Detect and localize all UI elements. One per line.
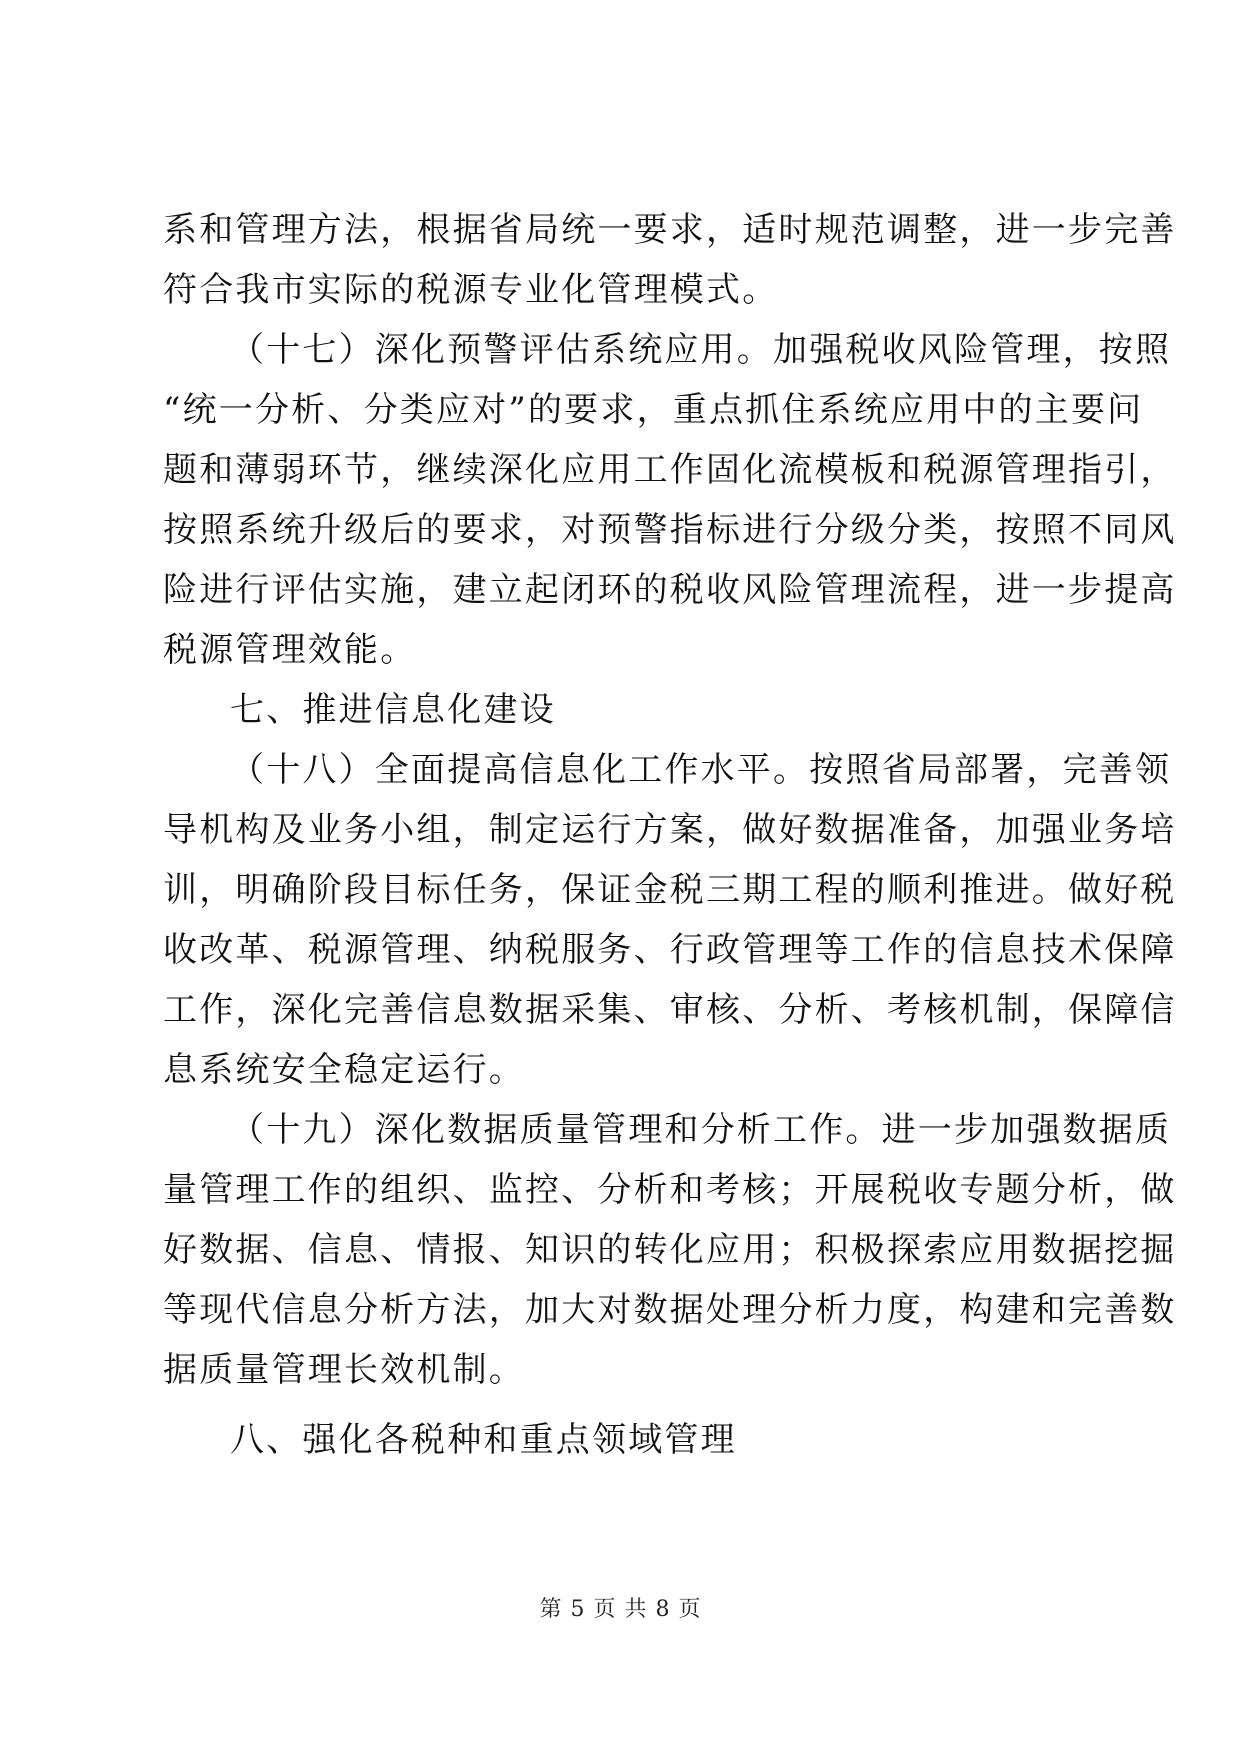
text-line: 训，明确阶段目标任务，保证金税三期工程的顺利推进。做好税: [163, 870, 1177, 910]
text-line: 按照系统升级后的要求，对预警指标进行分级分类，按照不同风: [163, 510, 1177, 550]
text-line: 系和管理方法，根据省局统一要求，适时规范调整，进一步完善: [163, 210, 1177, 250]
text-line: 收改革、税源管理、纳税服务、行政管理等工作的信息技术保障: [163, 930, 1177, 970]
text-line: 息系统安全稳定运行。: [163, 1050, 525, 1090]
text-line: 量管理工作的组织、监控、分析和考核；开展税收专题分析，做: [163, 1170, 1177, 1210]
text-line: 工作，深化完善信息数据采集、审核、分析、考核机制，保障信: [163, 990, 1177, 1030]
page-number-footer: 第 5 页 共 8 页: [539, 1597, 702, 1622]
text-line: 好数据、信息、情报、知识的转化应用；积极探索应用数据挖掘: [163, 1230, 1177, 1270]
text-line: 等现代信息分析方法，加大对数据处理分析力度，构建和完善数: [163, 1290, 1177, 1330]
section-heading-7: 七、推进信息化建设: [230, 690, 556, 730]
section-heading-8: 八、强化各税种和重点领域管理: [230, 1420, 737, 1460]
text-line: 险进行评估实施，建立起闭环的税收风险管理流程，进一步提高: [163, 570, 1177, 610]
paragraph-heading-19: （十九）深化数据质量管理和分析工作。进一步加强数据质: [230, 1110, 1172, 1150]
text-line: 题和薄弱环节，继续深化应用工作固化流模板和税源管理指引，: [163, 450, 1177, 490]
paragraph-heading-18: （十八）全面提高信息化工作水平。按照省局部署，完善领: [230, 750, 1172, 790]
text-line: 税源管理效能。: [163, 630, 417, 670]
paragraph-heading-17: （十七）深化预警评估系统应用。加强税收风险管理，按照: [230, 330, 1172, 370]
text-line: 符合我市实际的税源专业化管理模式。: [163, 270, 779, 310]
text-line: “统一分析、分类应对”的要求，重点抓住系统应用中的主要问: [163, 390, 1144, 430]
text-line: 据质量管理长效机制。: [163, 1350, 525, 1390]
text-line: 导机构及业务小组，制定运行方案，做好数据准备，加强业务培: [163, 810, 1177, 850]
